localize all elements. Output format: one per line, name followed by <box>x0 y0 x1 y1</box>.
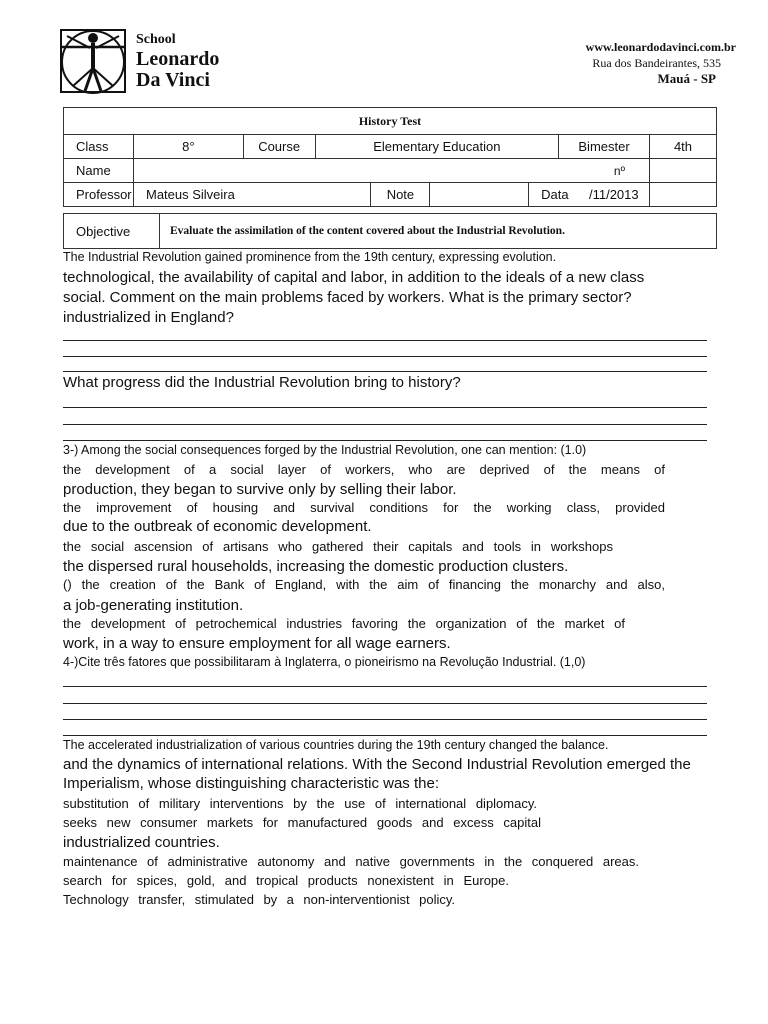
q1-line-4: industrialized in England? <box>63 309 234 326</box>
website-link[interactable]: www.leonardodavinci.com.br <box>585 40 736 54</box>
class-value: 8° <box>133 135 243 159</box>
q3-option-5-line1: the development of petrochemical industries favoring the organization of the market of <box>63 616 625 631</box>
q5-option-2-line1: seeks new consumer markets for manufactured goods and excess capital <box>63 815 541 830</box>
answer-line[interactable] <box>63 686 707 687</box>
q1-line-1: The Industrial Revolution gained prominence from the 19th century, expressing evolution. <box>63 250 557 264</box>
answer-line[interactable] <box>63 735 707 736</box>
q3-option-1-line1: the development of a social layer of workers, who are deprived of the means of <box>63 462 665 477</box>
school-name-line2: Da Vinci <box>136 69 210 91</box>
q3-prompt: 3-) Among the social consequences forged by the Industrial Revolution, one can mention: (1.0) <box>63 443 587 457</box>
school-label: School <box>136 32 176 47</box>
city-state: Mauá - SP <box>657 71 716 86</box>
q5-option-1: substitution of military interventions by the use of international diplomacy. <box>63 796 537 811</box>
date-value[interactable]: /11/2013 <box>588 183 655 207</box>
answer-line[interactable] <box>63 407 707 408</box>
q5-intro-2: and the dynamics of international relations. With the Second Industrial Revolution emerged the <box>63 756 691 773</box>
date-label: Data <box>529 183 650 207</box>
q3-option-4-line1: () the creation of the Bank of England, with the aim of financing the monarchy and also, <box>63 577 665 592</box>
number-label: nº <box>613 164 625 178</box>
bimester-value: 4th <box>649 135 716 159</box>
answer-line[interactable] <box>63 424 707 425</box>
name-field[interactable] <box>133 159 649 183</box>
note-label: Note <box>371 183 430 207</box>
q5-option-2-line2: industrialized countries. <box>63 834 220 851</box>
objective-table <box>63 213 717 249</box>
q1-line-3: social. Comment on the main problems faced by workers. What is the primary sector? <box>63 289 632 306</box>
q3-option-1-line2: production, they began to survive only by selling their labor. <box>63 481 457 498</box>
q5-intro-1: The accelerated industrialization of various countries during the 19th century changed the balance. <box>63 738 609 752</box>
number-field[interactable] <box>649 159 716 183</box>
vitruvian-man-logo <box>57 24 129 96</box>
note-field[interactable] <box>430 183 529 207</box>
course-label: Course <box>243 135 315 159</box>
q2-text: What progress did the Industrial Revolution bring to history? <box>63 374 461 391</box>
answer-line[interactable] <box>63 719 707 720</box>
q5-option-3: maintenance of administrative autonomy and native governments in the conquered areas. <box>63 854 639 869</box>
test-title: History Test <box>64 108 717 135</box>
q5-intro-3: Imperialism, whose distinguishing characteristic was the: <box>63 775 439 792</box>
school-name-line1: Leonardo <box>136 48 220 70</box>
q3-option-3-line1: the social ascension of artisans who gathered their capitals and tools in workshops <box>63 539 613 554</box>
bimester-label: Bimester <box>559 135 650 159</box>
answer-line[interactable] <box>63 340 707 341</box>
answer-line[interactable] <box>63 356 707 357</box>
q3-option-4-line2: a job-generating institution. <box>63 597 244 614</box>
q3-option-3-line2: the dispersed rural households, increasing the domestic production clusters. <box>63 558 569 575</box>
q4-text: 4-)Cite três fatores que possibilitaram à Inglaterra, o pioneirismo na Revolução Industrial. (1,0) <box>63 655 586 669</box>
answer-line[interactable] <box>63 703 707 704</box>
q5-option-5: Technology transfer, stimulated by a non-interventionist policy. <box>63 892 455 907</box>
q3-option-2-line1: the improvement of housing and survival conditions for the working class, provided <box>63 500 665 515</box>
vitruvian-man-icon <box>57 24 129 96</box>
answer-line[interactable] <box>63 440 707 441</box>
q1-line-2: technological, the availability of capital and labor, in addition to the ideals of a new class <box>63 269 645 286</box>
q3-option-5-line2: work, in a way to ensure employment for all wage earners. <box>63 635 451 652</box>
professor-value: Mateus Silveira <box>133 183 370 207</box>
answer-line[interactable] <box>63 371 707 372</box>
professor-label: Professor <box>64 183 134 207</box>
q3-option-2-line2: due to the outbreak of economic development. <box>63 518 372 535</box>
objective-value: Evaluate the assimilation of the content covered about the Industrial Revolution. <box>160 214 717 249</box>
q5-option-4: search for spices, gold, and tropical products nonexistent in Europe. <box>63 873 509 888</box>
course-value: Elementary Education <box>315 135 558 159</box>
objective-label: Objective <box>64 214 160 249</box>
name-label: Name <box>64 159 134 183</box>
test-info-table <box>63 107 717 207</box>
street-address: Rua dos Bandeirantes, 535 <box>592 56 721 70</box>
class-label: Class <box>64 135 134 159</box>
